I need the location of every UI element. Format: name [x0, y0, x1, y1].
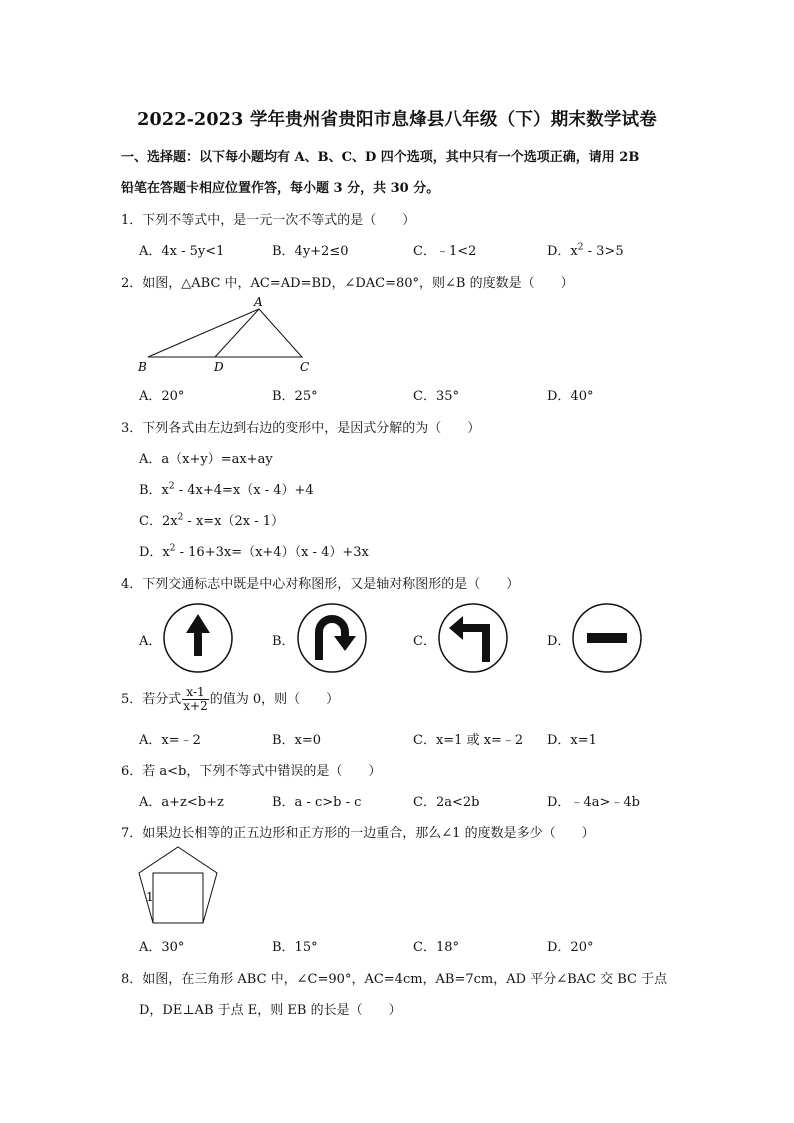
- label-b: B: [138, 360, 147, 374]
- q2-stem: 2．如图，△ABC 中，AC=AD=BD，∠DAC=80°，则∠B 的度数是（ ）: [121, 276, 574, 291]
- q6-stem: 6．若 a<b，下列不等式中错误的是（ ）: [121, 764, 382, 779]
- label-d: D: [214, 360, 224, 374]
- q4-option-d: D．: [547, 634, 571, 649]
- q6-option-a: A．a+z<b+z: [139, 795, 224, 810]
- q7-pentagon-square-figure: [134, 843, 224, 929]
- q3-stem: 3．下列各式由左边到右边的变形中，是因式分解的为（ ）: [121, 421, 481, 436]
- q4-option-c: C．: [413, 634, 436, 649]
- q4-option-b: B．: [272, 634, 295, 649]
- q6-option-c: C．2a<2b: [413, 795, 480, 810]
- q8-stem-line1: 8．如图，在三角形 ABC 中，∠C=90°，AC=4cm，AB=7cm，AD 平分∠BAC 交 BC 于点: [121, 972, 668, 987]
- section-instructions-line2: 铅笔在答题卡相应位置作答，每小题 3 分，共 30 分。: [121, 181, 440, 196]
- q6-option-b: B．a - c>b - c: [272, 795, 362, 810]
- q7-option-c: C．18°: [413, 940, 459, 955]
- q5-stem: 5．若分式 $\frac{x-1}{x+2}$ 的值为 0，则（ ）: [121, 685, 340, 713]
- q7-stem: 7．如果边长相等的正五边形和正方形的一边重合，那么∠1 的度数是多少（ ）: [121, 826, 595, 841]
- segment-ad: [215, 309, 259, 357]
- q1-option-b: B．4y+2≤0: [272, 244, 349, 259]
- regular-pentagon: [139, 847, 217, 923]
- q3-option-a: A．a（x+y）=ax+ay: [139, 452, 273, 467]
- q2-option-c: C．35°: [413, 389, 459, 404]
- section-instructions-line1: 一、选择题：以下每小题均有 A、B、C、D 四个选项，其中只有一个选项正确，请用 2B: [121, 150, 640, 165]
- label-c: C: [300, 360, 310, 374]
- q7-option-b: B．15°: [272, 940, 318, 955]
- q5-option-c: C．x=1 或 x=﹣2: [413, 733, 524, 748]
- square: [153, 873, 203, 923]
- q4-option-a: A．: [139, 634, 162, 649]
- q3-option-d: D．$x^2 - 16+3x=(x+4)(x - 4)+3x$: [139, 543, 369, 560]
- q3-option-b: B．$x^2 - 4x+4=x(x - 4)+4$: [139, 481, 314, 498]
- q2-option-d: D．40°: [547, 389, 594, 404]
- no-entry-sign-icon: [571, 602, 643, 674]
- q5-option-b: B．x=0: [272, 733, 322, 748]
- q2-option-b: B．25°: [272, 389, 318, 404]
- page-title: 2022-2023 学年贵州省贵阳市息烽县八年级（下）期末数学试卷: [137, 110, 657, 130]
- q3-option-c: C．$2x^2 - x=x(2x - 1)$: [139, 512, 285, 529]
- left-turn-sign-icon: [437, 602, 509, 674]
- u-turn-sign-icon: [296, 602, 368, 674]
- q2-triangle-figure: [130, 292, 320, 377]
- q5-option-a: A．x=﹣2: [139, 733, 201, 748]
- label-a: A: [254, 295, 263, 309]
- q1-option-a: A．4x - 5y<1: [139, 244, 225, 259]
- q1-option-c: C．﹣1<2: [413, 244, 477, 259]
- q1-option-d: D．$x^2 - 3>5$: [547, 242, 624, 259]
- q1-stem: 1．下列不等式中，是一元一次不等式的是（ ）: [121, 213, 416, 228]
- q6-option-d: D．﹣4a>﹣4b: [547, 795, 640, 810]
- q7-option-d: D．20°: [547, 940, 594, 955]
- q8-stem-line2: D，DE⊥AB 于点 E，则 EB 的长是（ ）: [139, 1003, 402, 1018]
- angle-1-label: 1: [146, 890, 154, 904]
- q5-fraction: $\frac{x-1}{x+2}$: [183, 685, 208, 713]
- triangle-abc: [148, 309, 302, 357]
- q4-stem: 4．下列交通标志中既是中心对称图形，又是轴对称图形的是（ ）: [121, 577, 520, 592]
- q7-option-a: A．30°: [139, 940, 185, 955]
- q2-option-a: A．20°: [139, 389, 185, 404]
- straight-arrow-sign-icon: [162, 602, 234, 674]
- q5-option-d: D．x=1: [547, 733, 597, 748]
